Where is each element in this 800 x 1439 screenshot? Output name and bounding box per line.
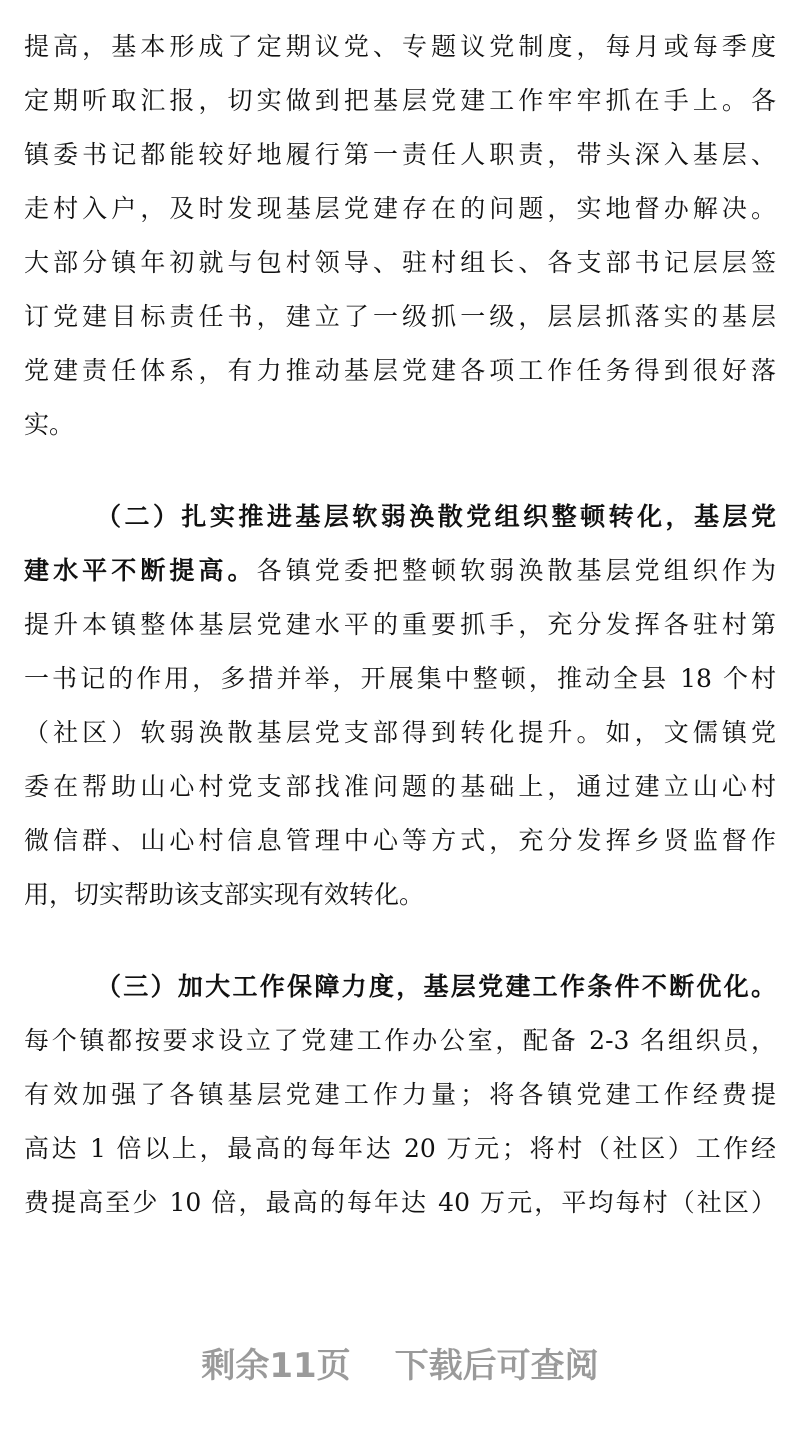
remaining-pages-label: 剩余11页 bbox=[201, 1346, 351, 1386]
text-line: 走村入户，及时发现基层党建存在的问题，实地督办解决。 bbox=[24, 194, 776, 223]
paragraph-3 bbox=[24, 960, 776, 1230]
text-span: 各镇党委把整顿软弱涣散基层党组织作为 bbox=[256, 556, 776, 585]
text-line: 每个镇都按要求设立了党建工作办公室，配备 2-3 名组织员， bbox=[24, 1026, 776, 1055]
paragraph-1 bbox=[24, 20, 776, 452]
download-prompt[interactable] bbox=[0, 1338, 800, 1387]
section-heading: （二）扎实推进基层软弱涣散党组织整顿转化，基层党 bbox=[96, 502, 776, 531]
section-heading-continued: 建水平不断提高。 bbox=[24, 556, 257, 585]
text-line: 用，切实帮助该支部实现有效转化。 bbox=[24, 880, 425, 909]
text-line: 党建责任体系，有力推动基层党建各项工作任务得到很好落 bbox=[24, 356, 776, 385]
download-to-view-label: 下载后可查阅 bbox=[394, 1346, 599, 1386]
text-line: 大部分镇年初就与包村领导、驻村组长、各支部书记层层签 bbox=[24, 248, 776, 277]
text-line: 一书记的作用，多措并举，开展集中整顿，推动全县 18 个村 bbox=[24, 664, 776, 693]
text-line: 定期听取汇报，切实做到把基层党建工作牢牢抓在手上。各 bbox=[24, 86, 776, 115]
section-heading: （三）加大工作保障力度，基层党建工作条件不断优化。 bbox=[96, 972, 776, 1001]
text-line: 费提高至少 10 倍，最高的每年达 40 万元，平均每村（社区） bbox=[24, 1188, 776, 1217]
text-line: （社区）软弱涣散基层党支部得到转化提升。如，文儒镇党 bbox=[24, 718, 776, 747]
text-line: 提高，基本形成了定期议党、专题议党制度，每月或每季度 bbox=[24, 32, 776, 61]
text-line: 提升本镇整体基层党建水平的重要抓手，充分发挥各驻村第 bbox=[24, 610, 776, 639]
text-line: 实。 bbox=[24, 410, 75, 439]
text-line: 有效加强了各镇基层党建工作力量；将各镇党建工作经费提 bbox=[24, 1080, 776, 1109]
text-line bbox=[24, 544, 776, 598]
paragraph-2 bbox=[24, 490, 776, 922]
text-line: 镇委书记都能较好地履行第一责任人职责，带头深入基层、 bbox=[24, 140, 776, 169]
text-line: 高达 1 倍以上，最高的每年达 20 万元；将村（社区）工作经 bbox=[24, 1134, 776, 1163]
text-line: 委在帮助山心村党支部找准问题的基础上，通过建立山心村 bbox=[24, 772, 776, 801]
text-line: 微信群、山心村信息管理中心等方式，充分发挥乡贤监督作 bbox=[24, 826, 776, 855]
document-page bbox=[24, 20, 776, 1230]
text-line: 订党建目标责任书，建立了一级抓一级，层层抓落实的基层 bbox=[24, 302, 776, 331]
